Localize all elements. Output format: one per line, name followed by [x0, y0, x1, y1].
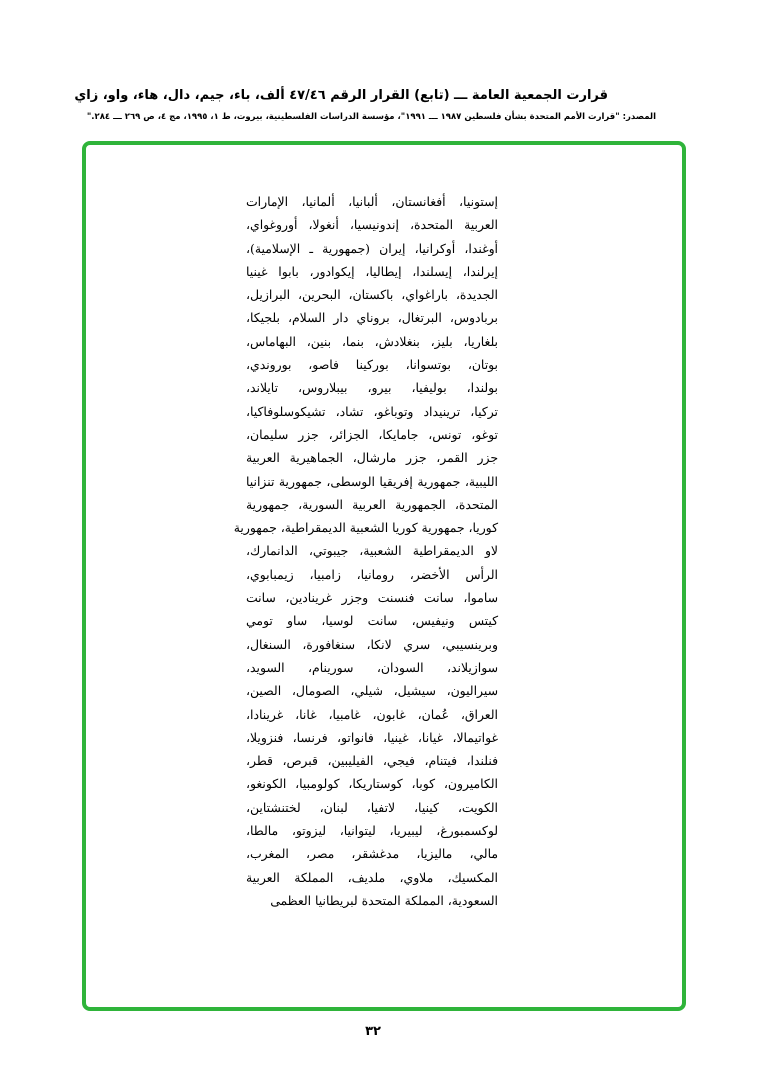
text-line: بوتان، بوتسوانا، بوركينا فاصو، بوروندي،	[246, 357, 498, 373]
text-line: وبرينسيبي، سري لانكا، سنغافورة، السنغال،	[246, 636, 498, 652]
text-line: بولندا، بوليفيا، بيرو، بيبلاروس، تايلاند،	[246, 380, 498, 396]
text-line: سيراليون، سيشيل، شيلي، الصومال، الصين،	[246, 683, 498, 699]
text-line: بربادوس، البرتغال، بروناي دار السلام، بلجيكا،	[246, 310, 498, 326]
text-line: ساموا، سانت فنسنت وجزر غرينادين، سانت	[246, 590, 498, 606]
text-line: إيرلندا، إيسلندا، إيطاليا، إيكوادور، بابوا غينيا	[246, 263, 498, 279]
text-line: بلغاريا، بليز، بنغلادش، بنما، بنين، البهاماس،	[246, 333, 498, 349]
text-line: الليبية، جمهورية إفريقيا الوسطى، جمهورية تنزانيا	[246, 473, 498, 489]
page-number: ٣٢	[365, 1024, 381, 1039]
text-line: جزر القمر، جزر مارشال، الجماهيرية العربية	[246, 450, 498, 466]
text-line: الكاميرون، كوبا، كوستاريكا، كولومبيا، الكونغو،	[246, 776, 498, 792]
text-line: كوريا، جمهورية كوريا الشعبية الديمقراطية، جمهورية	[233, 520, 498, 536]
text-line: الكويت، كينيا، لاتفيا، لبنان، لختنشتاين،	[246, 799, 498, 815]
text-line: المكسيك، ملاوي، ملديف، المملكة العربية	[246, 869, 498, 885]
source-citation: المصدر: "قرارت الأمم المتحدة بشأن فلسطين ١٩٨٧ ـــ ١٩٩١"، مؤسسة الدراسات الفلسطينية، بيروت، ط ١، ١٩٩٥، مج ٤، ص ٢٦٩ ـــ ٢٨٤."	[86, 112, 656, 122]
body-text	[233, 190, 498, 912]
text-line: الرأس الأخضر، رومانيا، زامبيا، زيمبابوي،	[246, 566, 498, 582]
text-line: السعودية، المملكة المتحدة لبريطانيا العظمى	[270, 892, 498, 908]
document-title: قرارت الجمعية العامة ـــ (تابع) القرار الرقم ٤٧/٤٦ ألف، باء، جيم، دال، هاء، واو، زاي	[74, 88, 608, 103]
text-line: غواتيمالا، غيانا، غينيا، فانواتو، فرنسا، فنزويلا،	[246, 729, 498, 745]
text-line: توغو، تونس، جامايكا، الجزائر، جزر سليمان،	[246, 426, 498, 442]
text-line: لاو الديمقراطية الشعبية، جيبوتي، الدانمارك،	[246, 543, 498, 559]
text-line: الجديدة، باراغواي، باكستان، البحرين، البرازيل،	[246, 287, 498, 303]
text-line: المتحدة، الجمهورية العربية السورية، جمهورية	[246, 496, 498, 512]
text-line: تركيا، ترينيداد وتوباغو، تشاد، تشيكوسلوفاكيا،	[246, 403, 498, 419]
text-line: إستونيا، أفغانستان، ألبانيا، ألمانيا، الإمارات	[246, 194, 498, 209]
text-line: أوغندا، أوكرانيا، إيران (جمهورية ـ الإسلامية)،	[246, 240, 498, 256]
text-line: العربية المتحدة، إندونيسيا، أنغولا، أوروغواي،	[246, 217, 498, 233]
text-line: فنلندا، فيتنام، فيجي، الفيليبين، قبرص، قطر،	[246, 753, 498, 769]
text-line: مالي، ماليزيا، مدغشقر، مصر، المغرب،	[246, 846, 498, 862]
text-line: لوكسمبورغ، ليبيريا، ليتوانيا، ليزوتو، مالطا،	[246, 823, 498, 839]
text-line: سوازيلاند، السودان، سورينام، السويد،	[246, 659, 498, 675]
text-line: العراق، عُمان، غابون، غامبيا، غانا، غرينادا،	[246, 706, 498, 722]
text-line: كيتس ونيفيس، سانت لوسيا، ساو تومي	[246, 613, 498, 629]
